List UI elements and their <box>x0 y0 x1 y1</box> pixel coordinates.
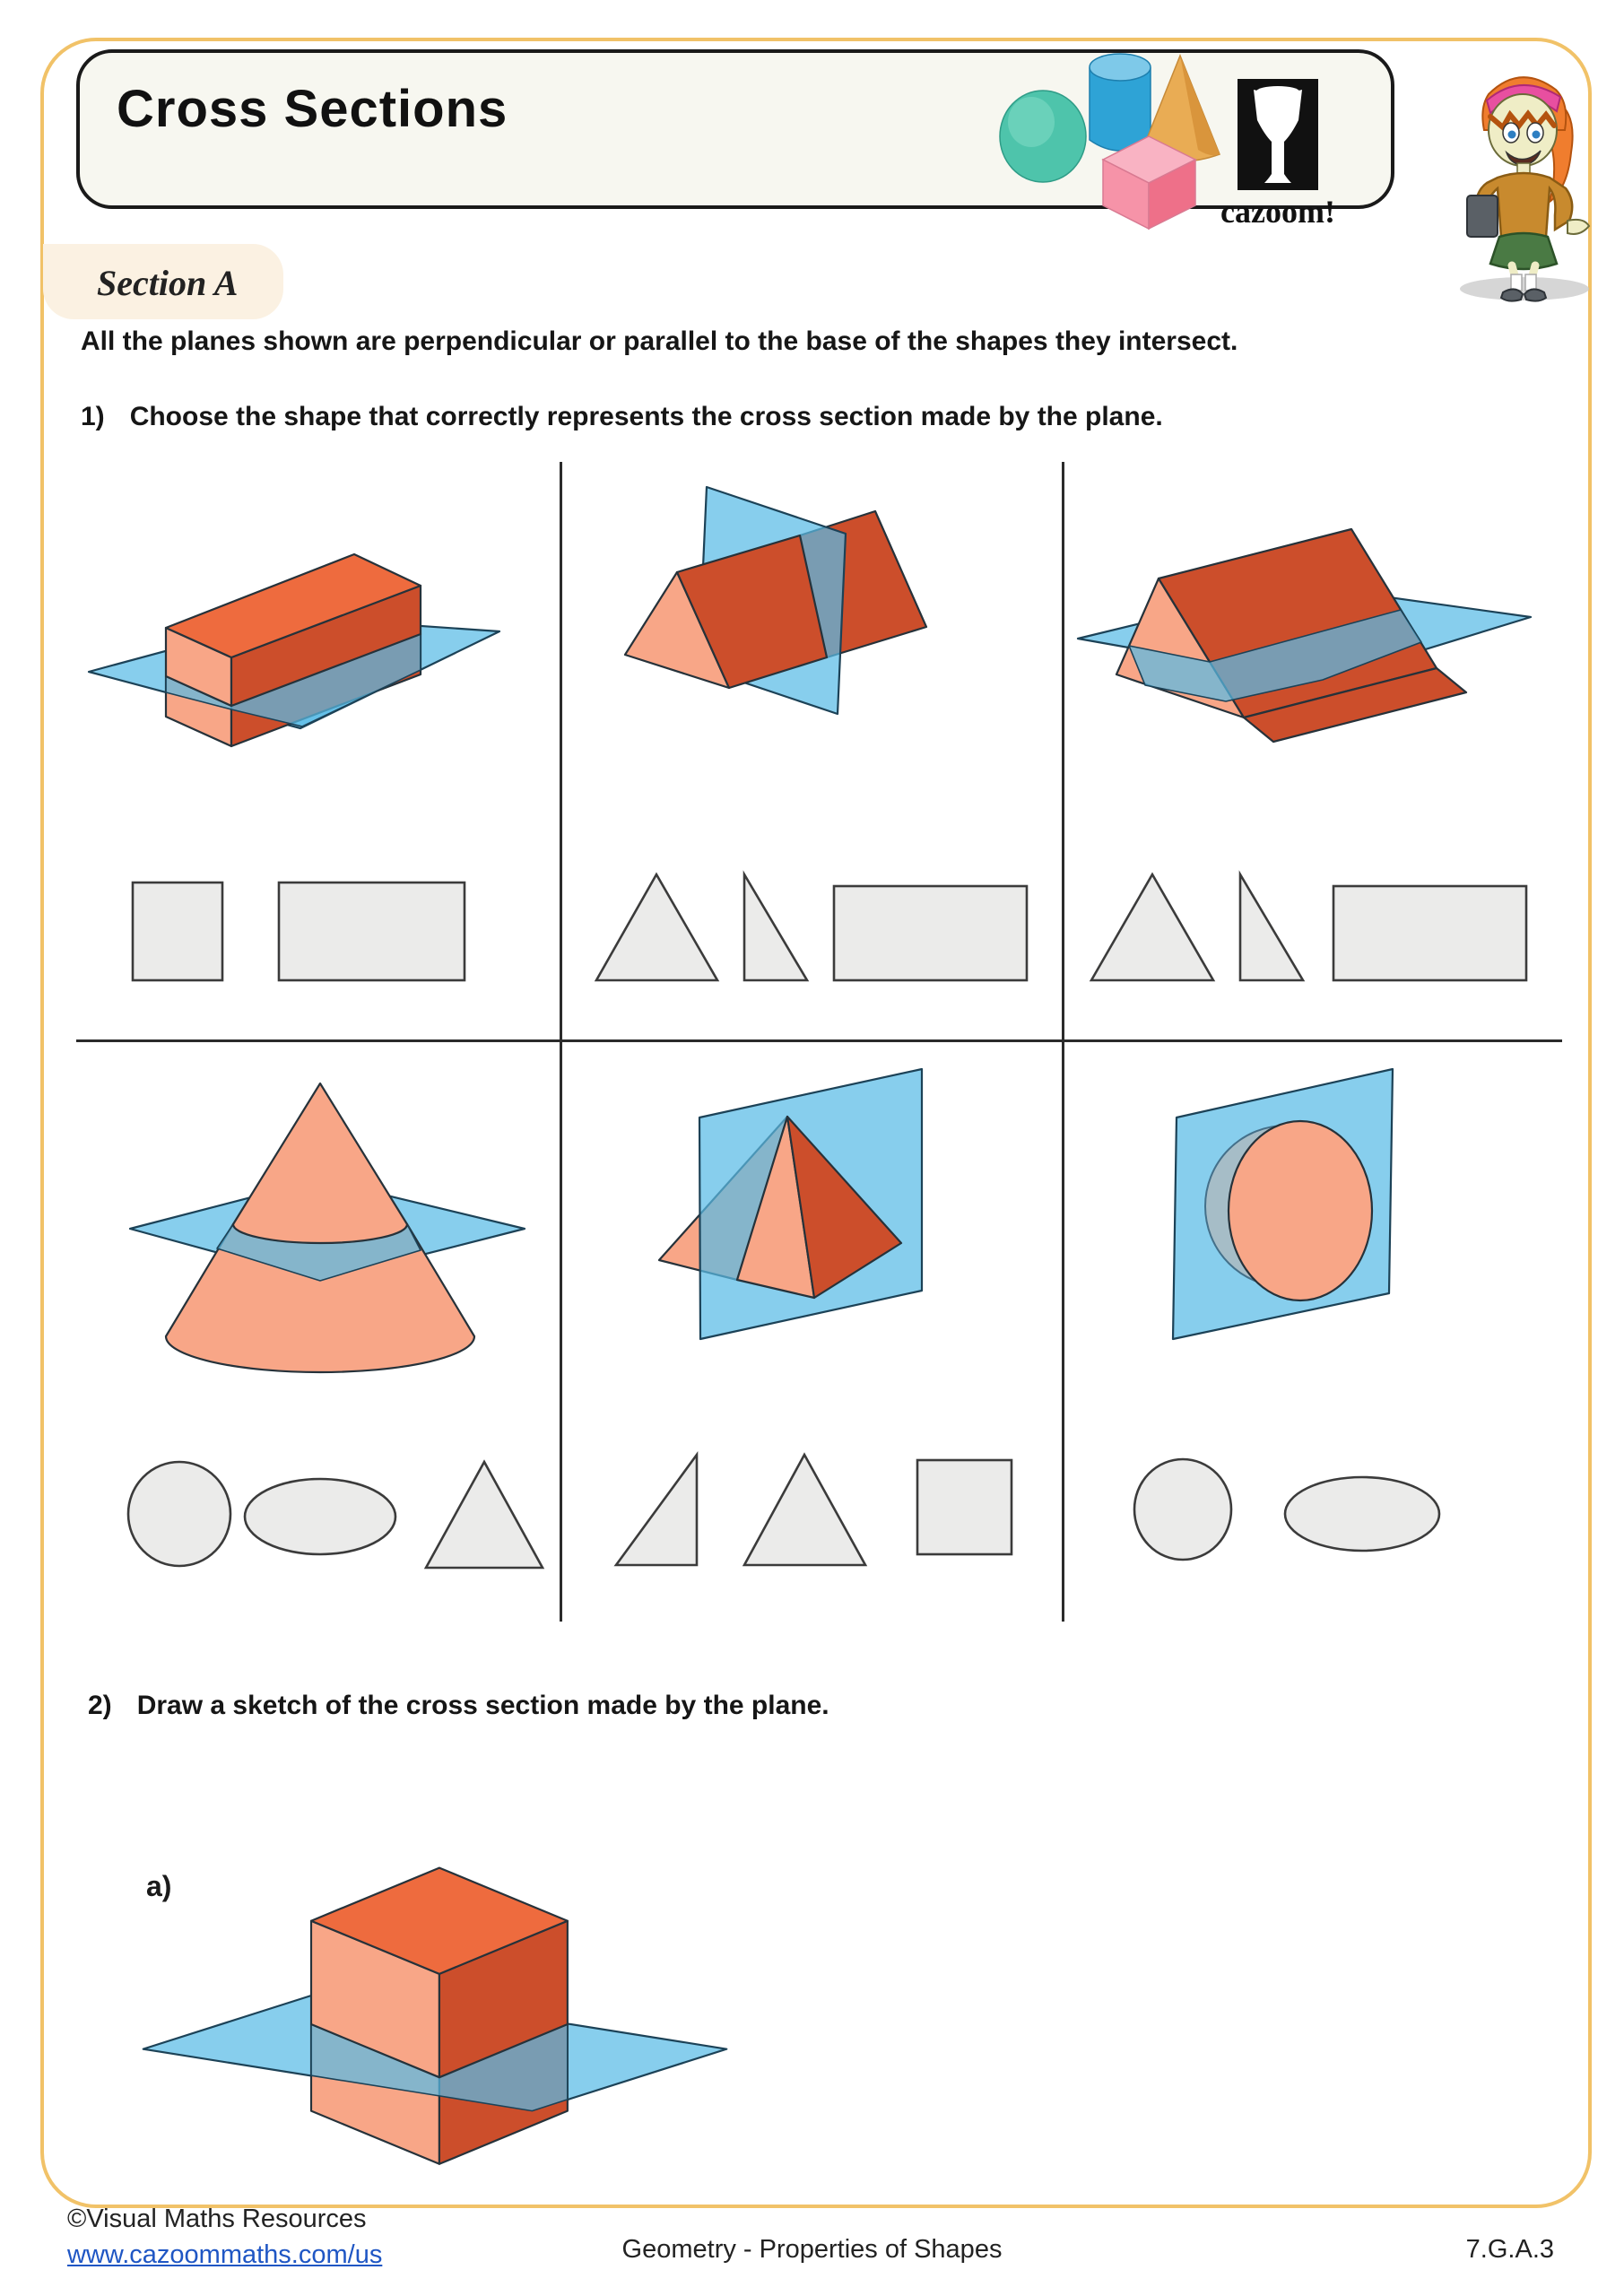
question-1-prompt: Choose the shape that correctly represents the cross section made by the plane. <box>129 402 1163 431</box>
option-ellipse[interactable] <box>1285 1477 1439 1551</box>
q1-cell-triangular-prism-vertical <box>560 466 1045 1040</box>
cazoom-logo-text: cazoom! <box>1220 194 1335 230</box>
header-shapes-graphic <box>986 43 1345 236</box>
section-a-label: Section A <box>97 263 239 303</box>
option-right-triangle[interactable] <box>616 1455 697 1565</box>
footer-copyright: ©Visual Maths Resources <box>67 2205 367 2233</box>
option-right-triangle[interactable] <box>744 874 807 980</box>
page-title: Cross Sections <box>117 80 508 138</box>
question-2a-label: a) <box>146 1870 172 1902</box>
option-square[interactable] <box>133 883 222 980</box>
option-right-triangle[interactable] <box>1240 874 1303 980</box>
option-circle[interactable] <box>128 1462 230 1566</box>
girl-mascot-illustration <box>1435 45 1619 309</box>
footer-topic: Geometry - Properties of Shapes <box>621 2235 1003 2264</box>
question-2-prompt: Draw a sketch of the cross section made by the plane. <box>136 1691 829 1720</box>
option-rectangle[interactable] <box>279 883 465 980</box>
footer-standard-code: 7.G.A.3 <box>1465 2235 1554 2264</box>
sphere-icon <box>1000 91 1086 182</box>
q1-cell-triangular-prism-horizontal <box>1064 466 1564 1040</box>
question-1-number: 1) <box>81 402 105 431</box>
option-circle[interactable] <box>1134 1459 1231 1560</box>
option-triangle[interactable] <box>596 874 717 980</box>
q1-cell-pyramid <box>560 1040 1045 1622</box>
intro-text: All the planes shown are perpendicular or parallel to the base of the shapes they intersect. <box>81 326 1238 356</box>
q1-cell-sphere <box>1064 1040 1564 1622</box>
q1-cell-rectangular-prism <box>76 466 560 1040</box>
footer-website-link[interactable]: www.cazoommaths.com/us <box>67 2240 383 2269</box>
option-triangle[interactable] <box>426 1462 543 1568</box>
q1-cell-cone <box>76 1040 560 1622</box>
cylinder-icon <box>1090 54 1151 151</box>
option-rectangle[interactable] <box>834 886 1027 980</box>
q2a-cube-figure <box>126 1837 744 2217</box>
question-1-line <box>81 402 1551 432</box>
question-2-number: 2) <box>88 1691 112 1720</box>
option-triangle[interactable] <box>744 1455 865 1565</box>
option-square[interactable] <box>917 1460 1012 1554</box>
option-triangle[interactable] <box>1091 874 1213 980</box>
option-ellipse[interactable] <box>245 1479 395 1554</box>
option-rectangle[interactable] <box>1333 886 1526 980</box>
cazoom-logo <box>1220 79 1335 230</box>
question-2-line <box>88 1691 1523 1721</box>
